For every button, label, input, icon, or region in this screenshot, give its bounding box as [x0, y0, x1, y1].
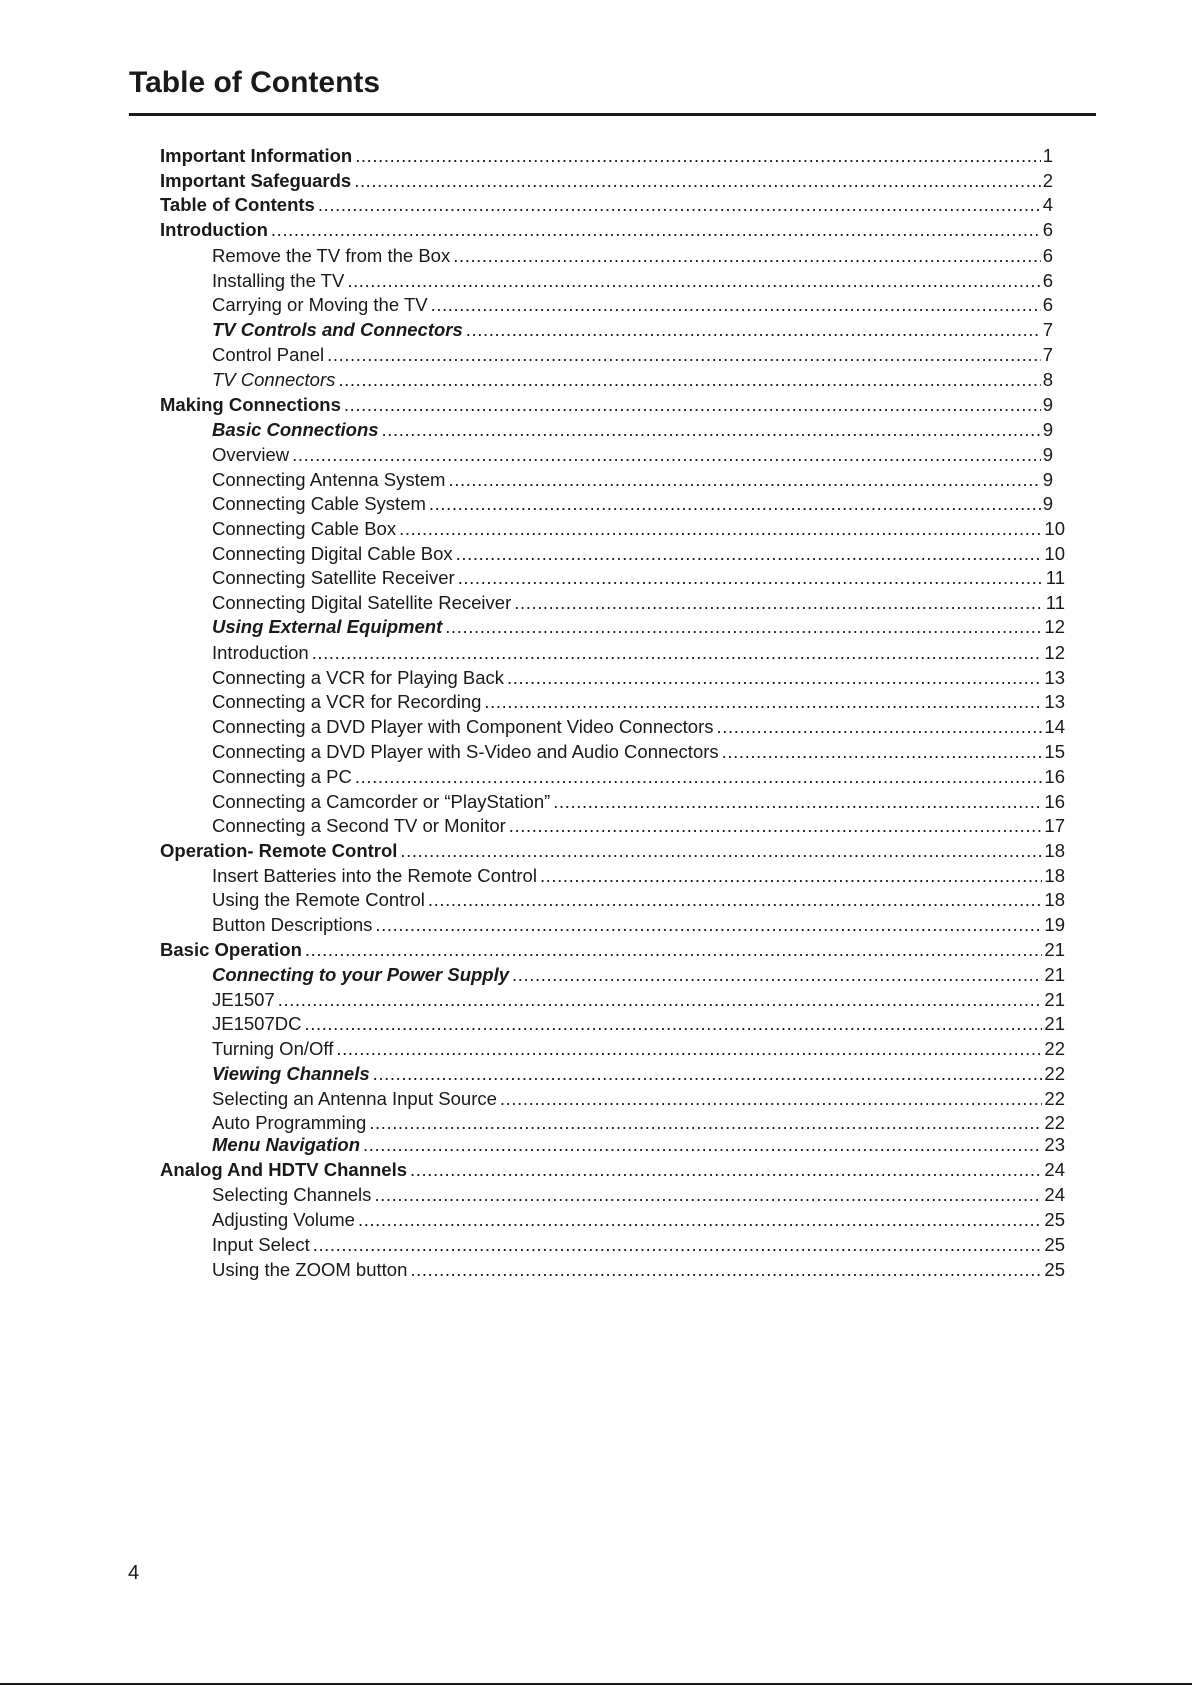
toc-entry-label: Using the Remote Control — [212, 889, 425, 910]
toc-dot-leader — [358, 1208, 1042, 1232]
toc-entry-label: Adjusting Volume — [212, 1209, 355, 1230]
toc-entry-page: 2 — [1042, 170, 1053, 191]
toc-dot-leader — [355, 144, 1041, 168]
toc-entry[interactable] — [160, 938, 1065, 962]
toc-entry-label: Carrying or Moving the TV — [212, 294, 428, 315]
toc-dot-leader — [305, 938, 1043, 962]
toc-dot-leader — [453, 244, 1040, 268]
toc-entry-page: 18 — [1044, 840, 1065, 861]
toc-entry[interactable] — [212, 244, 1053, 268]
toc-entry[interactable] — [212, 715, 1065, 739]
toc-entry-page: 7 — [1042, 319, 1053, 340]
toc-entry-label: Connecting a VCR for Playing Back — [212, 667, 505, 688]
toc-entry[interactable] — [212, 318, 1053, 342]
toc-dot-leader — [448, 468, 1040, 492]
toc-entry-page: 25 — [1044, 1234, 1065, 1255]
toc-entry-label: Connecting a Camcorder or “PlayStation” — [212, 791, 551, 812]
toc-entry[interactable] — [212, 293, 1053, 317]
toc-entry[interactable] — [212, 864, 1065, 888]
toc-dot-leader — [410, 1258, 1042, 1282]
toc-dot-leader — [500, 1087, 1043, 1111]
toc-dot-leader — [431, 293, 1041, 317]
toc-dot-leader — [374, 1183, 1042, 1207]
toc-entry-page: 23 — [1044, 1134, 1065, 1155]
toc-dot-leader — [318, 193, 1041, 217]
toc-dot-leader — [456, 542, 1043, 566]
toc-entry-page: 15 — [1044, 741, 1065, 762]
toc-entry-label: Selecting an Antenna Input Source — [212, 1088, 497, 1109]
toc-dot-leader — [304, 1012, 1042, 1036]
toc-entry-label: Connecting Cable Box — [212, 518, 397, 539]
toc-dot-leader — [278, 988, 1043, 1012]
toc-entry-page: 12 — [1044, 642, 1065, 663]
toc-entry[interactable] — [212, 913, 1065, 937]
toc-entry-page: 17 — [1044, 815, 1065, 836]
toc-entry-label: Connecting Satellite Receiver — [212, 567, 455, 588]
toc-entry[interactable] — [212, 988, 1065, 1012]
toc-entry-label: Connecting a PC — [212, 766, 352, 787]
toc-entry-page: 9 — [1042, 469, 1053, 490]
toc-entry-page: 7 — [1042, 344, 1053, 365]
toc-entry-label: TV Connectors — [212, 369, 336, 390]
toc-entry-label: Using the ZOOM button — [212, 1259, 408, 1280]
toc-entry-page: 25 — [1044, 1209, 1065, 1230]
toc-entry-page: 22 — [1044, 1088, 1065, 1109]
toc-dot-leader — [553, 790, 1042, 814]
toc-dot-leader — [313, 1233, 1043, 1257]
toc-entry-label: TV Controls and Connectors — [212, 319, 463, 340]
toc-entry-label: Introduction — [160, 219, 268, 240]
toc-dot-leader — [292, 443, 1041, 467]
toc-entry[interactable] — [160, 839, 1065, 863]
toc-entry-label: Turning On/Off — [212, 1038, 334, 1059]
toc-entry-page: 9 — [1042, 444, 1053, 465]
toc-entry-page: 21 — [1044, 1013, 1065, 1034]
toc-dot-leader — [363, 1133, 1042, 1157]
toc-entry[interactable] — [212, 1111, 1065, 1135]
toc-dot-leader — [312, 641, 1043, 665]
toc-entry[interactable] — [160, 1158, 1065, 1182]
toc-entry[interactable] — [212, 641, 1065, 665]
toc-entry-label: JE1507 — [212, 989, 275, 1010]
toc-dot-leader — [373, 1062, 1043, 1086]
toc-entry[interactable] — [212, 1062, 1065, 1086]
toc-dot-leader — [509, 814, 1043, 838]
toc-entry-page: 24 — [1044, 1159, 1065, 1180]
toc-entry[interactable] — [212, 1233, 1065, 1257]
toc-entry-label: Selecting Channels — [212, 1184, 372, 1205]
toc-entry[interactable] — [212, 492, 1053, 516]
toc-entry-page: 18 — [1044, 889, 1065, 910]
toc-entry-label: Connecting Cable System — [212, 493, 426, 514]
toc-entry-label: Button Descriptions — [212, 914, 373, 935]
toc-entry[interactable] — [212, 888, 1065, 912]
toc-entry-label: Viewing Channels — [212, 1063, 370, 1084]
toc-entry[interactable] — [212, 468, 1053, 492]
toc-dot-leader — [484, 690, 1042, 714]
toc-entry[interactable] — [212, 517, 1065, 541]
toc-entry-page: 21 — [1044, 989, 1065, 1010]
toc-entry[interactable] — [212, 963, 1065, 987]
toc-entry-page: 11 — [1045, 567, 1065, 588]
toc-entry-label: Important Information — [160, 145, 353, 166]
toc-entry-page: 21 — [1044, 939, 1065, 960]
toc-entry[interactable] — [212, 1012, 1065, 1036]
toc-entry[interactable] — [212, 343, 1053, 367]
toc-entry[interactable] — [212, 814, 1065, 838]
toc-entry[interactable] — [212, 615, 1065, 639]
toc-entry-label: Introduction — [212, 642, 309, 663]
toc-entry-label: Connecting a DVD Player with Component Video Connectors — [212, 716, 714, 737]
toc-entry-page: 9 — [1042, 419, 1053, 440]
toc-dot-leader — [722, 740, 1043, 764]
toc-entry[interactable] — [212, 542, 1065, 566]
toc-entry-page: 10 — [1044, 518, 1065, 539]
toc-entry[interactable] — [160, 393, 1053, 417]
toc-entry[interactable] — [212, 790, 1065, 814]
toc-dot-leader — [347, 269, 1040, 293]
toc-entry[interactable] — [212, 591, 1065, 615]
toc-entry[interactable] — [160, 169, 1053, 193]
toc-dot-leader — [717, 715, 1043, 739]
toc-dot-leader — [344, 393, 1041, 417]
toc-entry[interactable] — [160, 144, 1053, 168]
toc-dot-leader — [514, 591, 1044, 615]
toc-entry-page: 6 — [1042, 294, 1053, 315]
toc-entry[interactable] — [212, 269, 1053, 293]
toc-entry-page: 11 — [1045, 592, 1065, 613]
toc-entry-label: Connecting Digital Cable Box — [212, 543, 453, 564]
toc-entry-page: 12 — [1044, 616, 1065, 637]
toc-entry-page: 13 — [1044, 667, 1065, 688]
toc-entry-page: 18 — [1044, 865, 1065, 886]
toc-entry-label: Connecting a Second TV or Monitor — [212, 815, 506, 836]
toc-entry-page: 10 — [1044, 543, 1065, 564]
toc-dot-leader — [355, 765, 1043, 789]
toc-entry[interactable] — [212, 443, 1053, 467]
toc-dot-leader — [336, 1037, 1042, 1061]
toc-entry-label: Important Safeguards — [160, 170, 352, 191]
toc-entry-label: Connecting a VCR for Recording — [212, 691, 482, 712]
toc-entry-page: 16 — [1044, 791, 1065, 812]
toc-dot-leader — [428, 888, 1043, 912]
toc-dot-leader — [512, 963, 1042, 987]
toc-entry-label: Basic Operation — [160, 939, 302, 960]
toc-entry-label: Connecting to your Power Supply — [212, 964, 510, 985]
toc-entry-page: 21 — [1044, 964, 1065, 985]
toc-entry-label: Connecting Antenna System — [212, 469, 446, 490]
toc-entry-page: 6 — [1042, 245, 1053, 266]
toc-entry-label: Operation- Remote Control — [160, 840, 398, 861]
toc-entry-page: 19 — [1044, 914, 1065, 935]
toc-entry-page: 13 — [1044, 691, 1065, 712]
toc-entry-label: Basic Connections — [212, 419, 379, 440]
toc-entry[interactable] — [212, 418, 1053, 442]
toc-entry-page: 9 — [1042, 493, 1053, 514]
toc-entry-page: 6 — [1042, 270, 1053, 291]
toc-entry[interactable] — [212, 1087, 1065, 1111]
toc-dot-leader — [458, 566, 1044, 590]
toc-entry-page: 24 — [1044, 1184, 1065, 1205]
toc-dot-leader — [540, 864, 1042, 888]
toc-entry-label: Using External Equipment — [212, 616, 443, 637]
toc-entry[interactable] — [212, 1133, 1065, 1157]
toc-dot-leader — [410, 1158, 1042, 1182]
toc-entry-page: 22 — [1044, 1038, 1065, 1059]
toc-entry-page: 22 — [1044, 1112, 1065, 1133]
toc-dot-leader — [400, 839, 1042, 863]
toc-dot-leader — [382, 418, 1041, 442]
toc-dot-leader — [369, 1111, 1042, 1135]
toc-entry-label: Auto Programming — [212, 1112, 367, 1133]
toc-entry-page: 6 — [1042, 219, 1053, 240]
toc-entry[interactable] — [212, 566, 1065, 590]
toc-entry-label: Installing the TV — [212, 270, 345, 291]
toc-dot-leader — [354, 169, 1041, 193]
toc-entry-label: Table of Contents — [160, 194, 315, 215]
toc-entry[interactable] — [212, 666, 1065, 690]
toc-dot-leader — [399, 517, 1042, 541]
toc-entry[interactable] — [212, 368, 1053, 392]
toc-dot-leader — [271, 218, 1041, 242]
toc-dot-leader — [375, 913, 1042, 937]
toc-entry-page: 8 — [1042, 369, 1053, 390]
toc-entry[interactable] — [160, 193, 1053, 217]
toc-dot-leader — [429, 492, 1041, 516]
toc-entry[interactable] — [212, 1258, 1065, 1282]
toc-dot-leader — [327, 343, 1041, 367]
toc-entry[interactable] — [212, 690, 1065, 714]
toc-entry[interactable] — [212, 765, 1065, 789]
toc-entry[interactable] — [212, 1183, 1065, 1207]
toc-entry-label: Connecting a DVD Player with S-Video and Audio Connectors — [212, 741, 719, 762]
toc-entry[interactable] — [160, 218, 1053, 242]
toc-entry[interactable] — [212, 1208, 1065, 1232]
toc-entry-label: Analog And HDTV Channels — [160, 1159, 408, 1180]
toc-entry-label: Making Connections — [160, 394, 341, 415]
toc-entry-label: Connecting Digital Satellite Receiver — [212, 592, 512, 613]
toc-entry-label: Menu Navigation — [212, 1134, 361, 1155]
toc-entry[interactable] — [212, 740, 1065, 764]
toc-entry-page: 16 — [1044, 766, 1065, 787]
page-title: Table of Contents — [129, 66, 381, 99]
toc-entry-label: JE1507DC — [212, 1013, 302, 1034]
toc-entry-page: 1 — [1042, 145, 1053, 166]
toc-entry-label: Overview — [212, 444, 290, 465]
toc-entry-page: 14 — [1044, 716, 1065, 737]
toc-dot-leader — [466, 318, 1041, 342]
toc-entry-label: Control Panel — [212, 344, 325, 365]
toc-entry-page: 9 — [1042, 394, 1053, 415]
toc-dot-leader — [338, 368, 1040, 392]
toc-dot-leader — [445, 615, 1042, 639]
toc-entry-page: 4 — [1042, 194, 1053, 215]
toc-entry-label: Insert Batteries into the Remote Control — [212, 865, 537, 886]
page-number: 4 — [128, 1562, 140, 1584]
toc-entry-label: Input Select — [212, 1234, 310, 1255]
toc-dot-leader — [507, 666, 1042, 690]
toc-entry-label: Remove the TV from the Box — [212, 245, 451, 266]
toc-entry-page: 25 — [1044, 1259, 1065, 1280]
toc-entry-page: 22 — [1044, 1063, 1065, 1084]
toc-entry[interactable] — [212, 1037, 1065, 1061]
